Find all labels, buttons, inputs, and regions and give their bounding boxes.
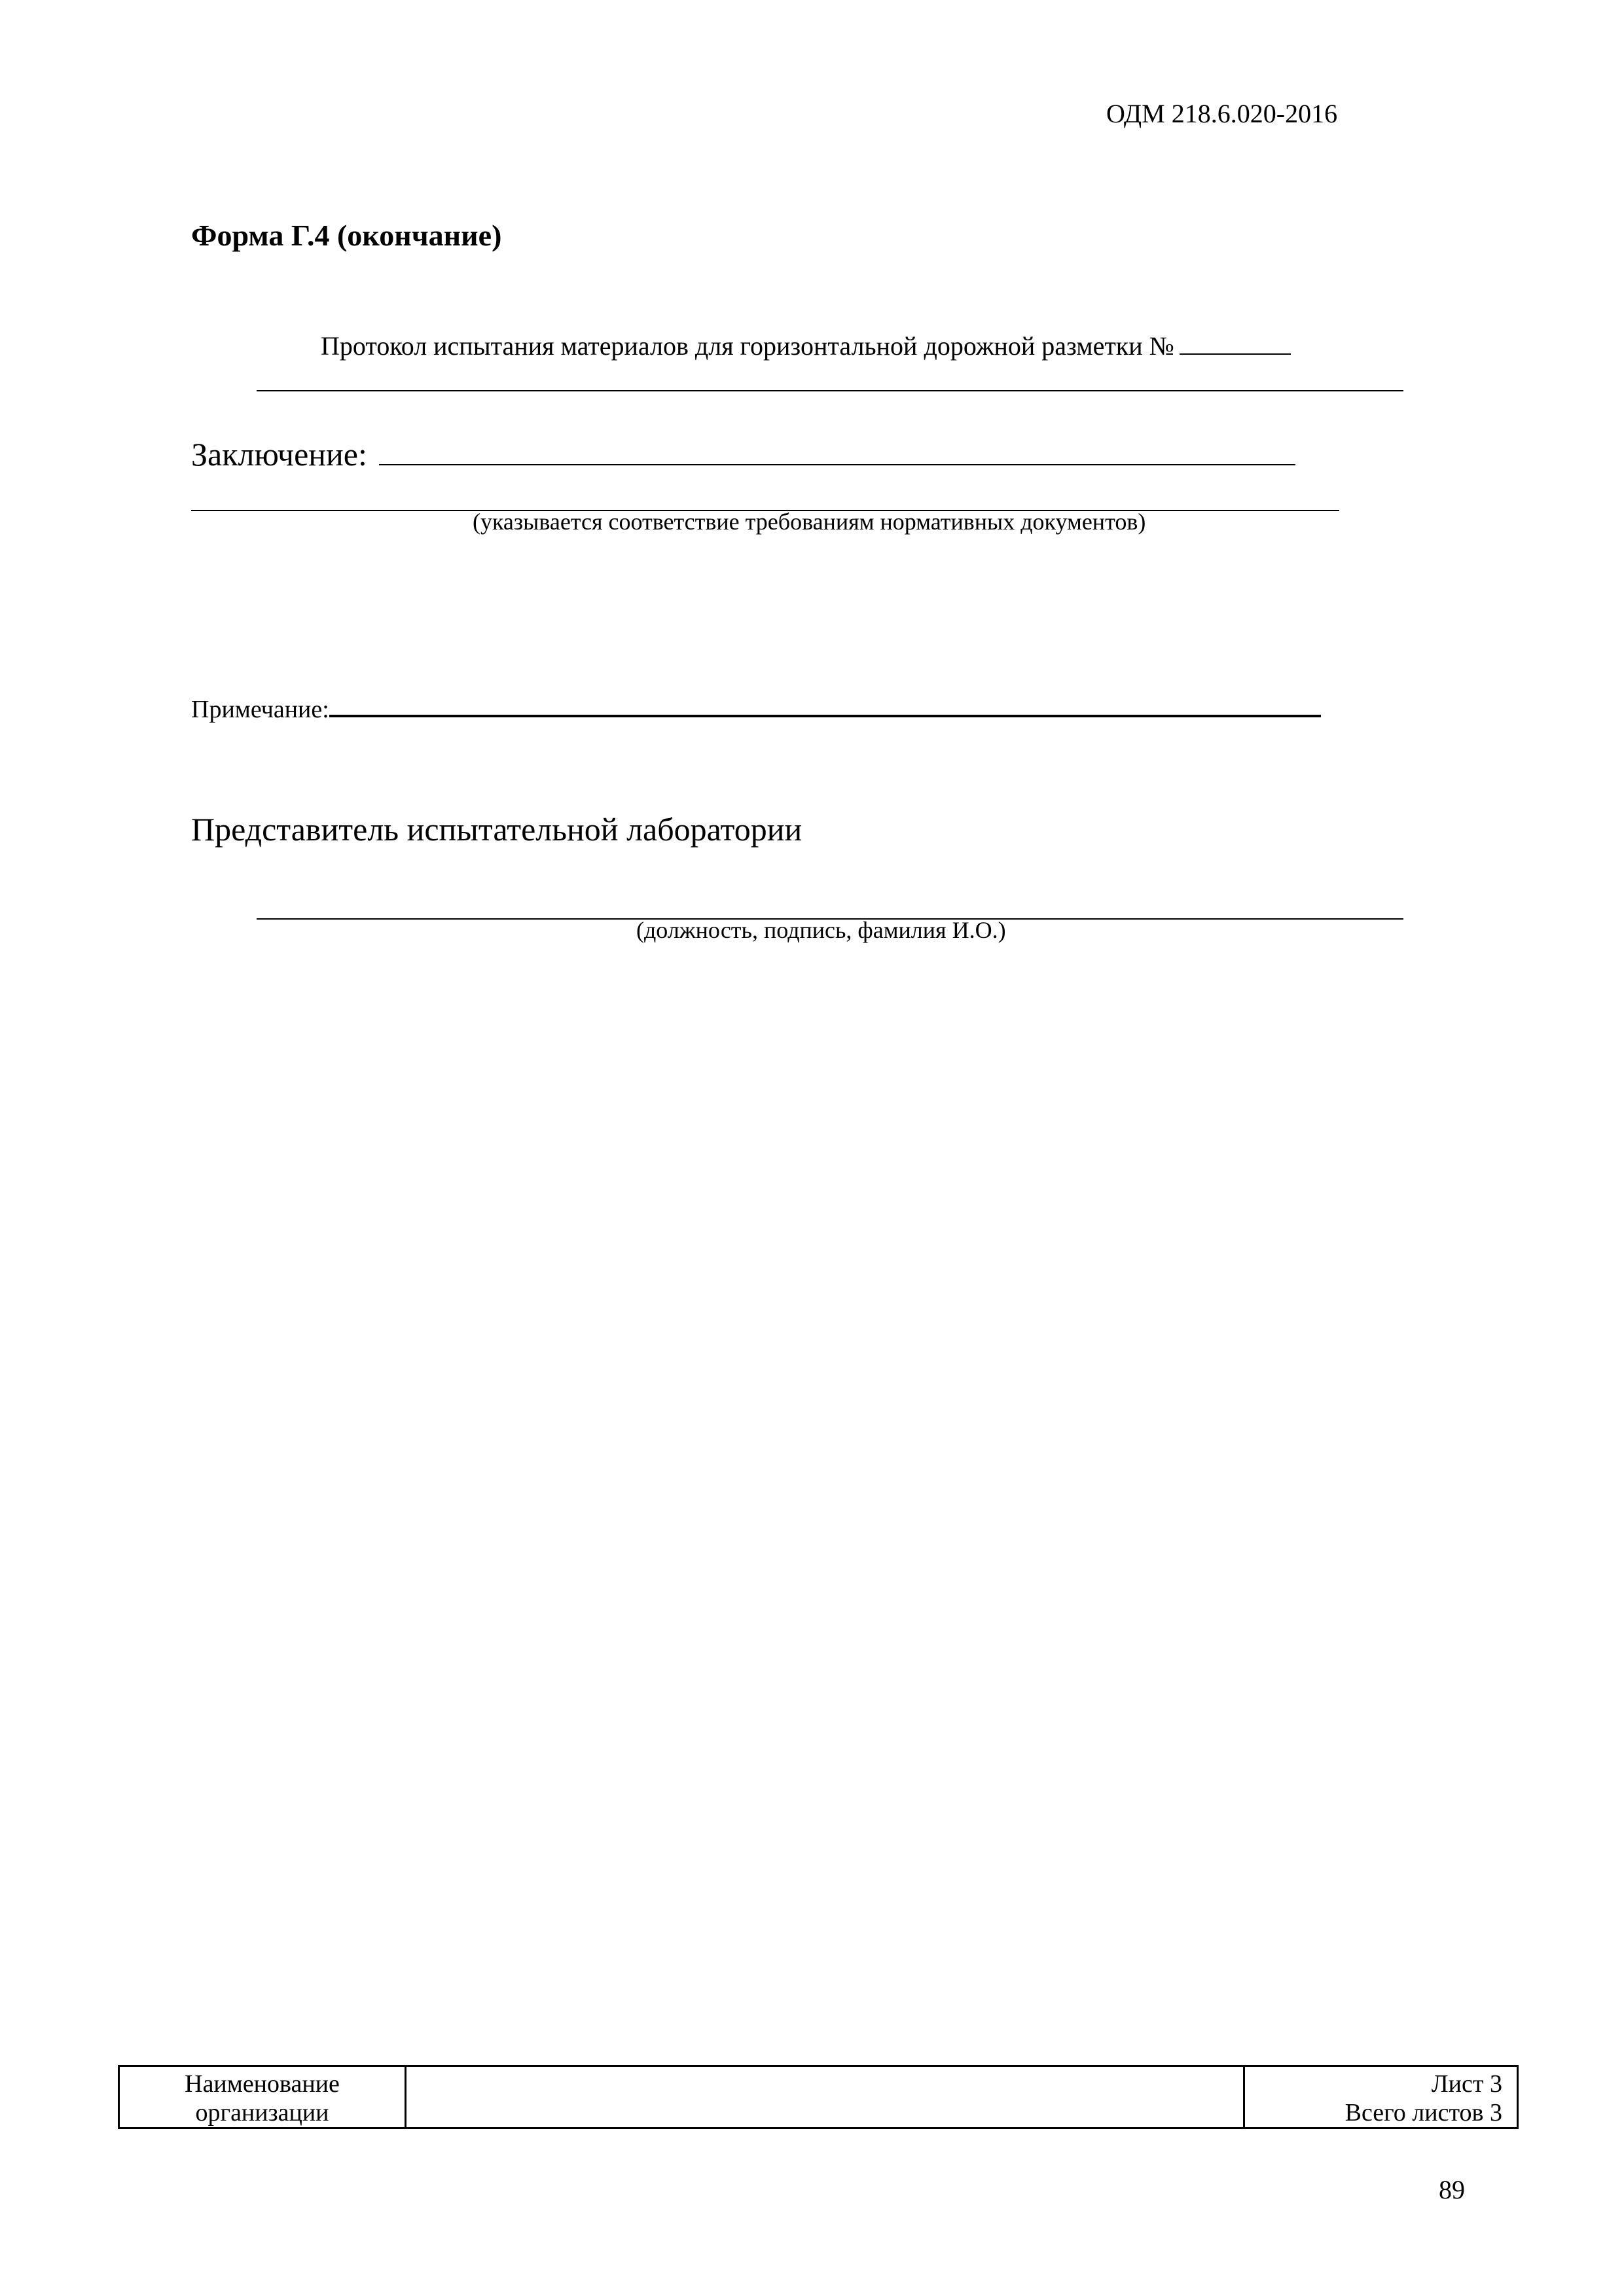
organization-label-line1: Наименование — [185, 2070, 340, 2098]
conclusion-row — [191, 435, 1295, 473]
organization-label-line2: организации — [195, 2099, 329, 2126]
conclusion-label: Заключение: — [191, 436, 367, 473]
signature-caption: (должность, подпись, фамилия И.О.) — [636, 917, 1006, 943]
sheet-number: Лист 3 — [1431, 2070, 1502, 2098]
note-label: Примечание: — [191, 696, 329, 723]
protocol-heading — [321, 331, 1291, 361]
note-field-line — [329, 692, 1321, 717]
note-row — [191, 692, 1321, 724]
protocol-text: Протокол испытания материалов для горизонтальной дорожной разметки № — [321, 331, 1174, 361]
total-sheets: Всего листов 3 — [1344, 2099, 1502, 2126]
footer-stamp-table — [118, 2065, 1519, 2129]
organization-cell — [120, 2067, 406, 2127]
conclusion-caption: (указывается соответствие требованиям нормативных документов) — [473, 509, 1146, 535]
sheet-info-cell — [1245, 2067, 1517, 2127]
conclusion-field-line — [379, 435, 1295, 465]
document-code: ОДМ 218.6.020-2016 — [1106, 99, 1338, 128]
protocol-number-field — [1180, 334, 1291, 355]
organization-name-cell — [406, 2067, 1245, 2127]
representative-label: Представитель испытательной лаборатории — [191, 811, 803, 848]
form-title: Форма Г.4 (окончание) — [191, 219, 502, 252]
page-number: 89 — [1439, 2175, 1465, 2204]
protocol-underline — [257, 390, 1403, 391]
